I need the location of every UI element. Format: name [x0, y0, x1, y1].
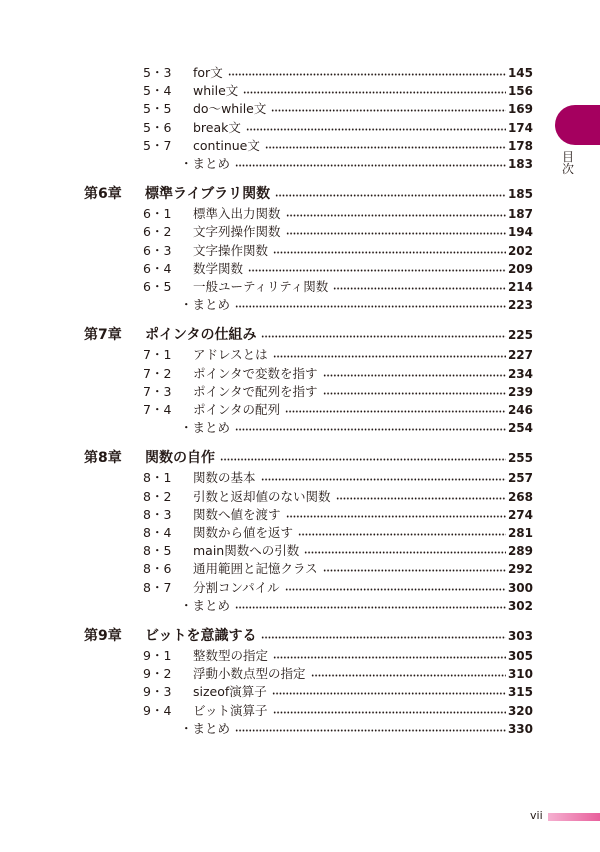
toc-title: 関数から値を返す — [193, 525, 294, 540]
leader-dots — [323, 392, 506, 395]
toc-title: 関数の自作 — [145, 450, 215, 467]
toc-title: continue文 — [193, 137, 260, 153]
toc-section-row — [0, 119, 600, 137]
toc-number: 5・3 — [143, 65, 172, 80]
toc-title: main関数への引数 — [193, 543, 300, 559]
toc-title: ・まとめ — [180, 297, 231, 313]
toc-section-row — [0, 665, 600, 683]
toc-title: break文 — [193, 119, 241, 135]
toc-title: 分割コンパイル — [193, 579, 280, 595]
leader-dots — [286, 515, 506, 518]
toc-page-number: 145 — [507, 66, 533, 80]
toc-page-number: 178 — [507, 138, 533, 153]
toc-number: 9・3 — [143, 684, 172, 700]
toc-number: 5・4 — [143, 83, 172, 99]
toc-page-number: 310 — [507, 667, 533, 682]
toc-chapter-row — [0, 449, 600, 467]
toc-page-number: 223 — [507, 298, 533, 313]
toc-number: 第9章 — [84, 628, 122, 644]
toc-title: 標準入出力関数 — [193, 206, 281, 222]
toc-section-row — [0, 683, 600, 701]
toc-number: 7・2 — [143, 365, 172, 381]
toc-title: アドレスとは — [193, 347, 268, 363]
toc-summary-row — [0, 597, 600, 615]
leader-dots — [261, 478, 506, 481]
toc-page-number: 214 — [507, 280, 533, 294]
toc-number: 6・1 — [143, 206, 172, 222]
toc-page-number: 156 — [507, 84, 533, 99]
toc-section-row — [0, 383, 600, 401]
toc-number: 8・5 — [143, 543, 172, 559]
toc-page-number: 300 — [507, 580, 533, 595]
toc-section-row — [0, 260, 600, 278]
toc-section-row — [0, 242, 600, 260]
toc-number: 6・3 — [143, 242, 172, 258]
toc-number: 第7章 — [84, 327, 122, 344]
toc-title: 標準ライブラリ関数 — [145, 186, 271, 203]
toc-section-row — [0, 647, 600, 665]
toc-title: ポインタの配列 — [193, 402, 281, 417]
leader-dots — [261, 335, 506, 338]
leader-dots — [273, 656, 506, 659]
leader-dots — [275, 194, 506, 197]
toc-chapter-row — [0, 326, 600, 344]
toc-title: do～while文 — [193, 101, 267, 117]
toc-title: ポインタで配列を指す — [193, 383, 318, 399]
toc-section-row — [0, 702, 600, 720]
toc-number: 5・7 — [143, 137, 172, 153]
side-label-mokuji-2: 次 — [562, 162, 575, 176]
toc-section-row — [0, 346, 600, 364]
leader-dots — [298, 533, 506, 536]
toc-page-number: 187 — [507, 207, 533, 222]
toc-section-row — [0, 64, 600, 82]
toc-number: 9・2 — [143, 666, 172, 682]
toc-page-number: 257 — [507, 471, 533, 486]
toc-page-number: 254 — [507, 421, 533, 436]
leader-dots — [235, 305, 506, 308]
toc-number: 8・3 — [143, 506, 172, 522]
leader-dots — [285, 588, 506, 591]
chapter-side-tab — [555, 105, 600, 145]
leader-dots — [243, 91, 506, 94]
toc-summary-row — [0, 296, 600, 314]
toc-section-row — [0, 469, 600, 487]
toc-chapter-row — [0, 185, 600, 203]
toc-number: 8・6 — [143, 561, 172, 577]
toc-page-number: 225 — [507, 328, 533, 343]
toc-number: 6・4 — [143, 260, 172, 276]
toc-section-row — [0, 223, 600, 241]
toc-chapter-row — [0, 627, 600, 645]
leader-dots — [311, 674, 506, 677]
toc-title: ビット演算子 — [193, 702, 268, 718]
toc-title: 一般ユーティリティ関数 — [193, 279, 329, 294]
leader-dots — [235, 164, 506, 167]
toc-title: ポインタで変数を指す — [193, 365, 318, 381]
toc-page-number: 320 — [507, 703, 533, 718]
page-number: vii — [530, 809, 543, 822]
leader-dots — [286, 214, 506, 217]
side-label-mokuji-1: 目 — [562, 150, 575, 164]
toc-page-number: 202 — [507, 243, 533, 258]
toc-number: 8・4 — [143, 525, 172, 540]
toc-number: 9・4 — [143, 702, 172, 718]
toc-section-row — [0, 506, 600, 524]
toc-section-row — [0, 579, 600, 597]
toc-page-number: 289 — [507, 544, 533, 559]
toc-section-row — [0, 137, 600, 155]
toc-page-number: 302 — [507, 598, 533, 613]
toc-section-row — [0, 365, 600, 383]
toc-section-row — [0, 560, 600, 578]
leader-dots — [246, 128, 506, 131]
leader-dots — [235, 606, 506, 609]
leader-dots — [273, 711, 506, 714]
leader-dots — [336, 497, 506, 500]
toc-summary-row — [0, 155, 600, 173]
toc-section-row — [0, 205, 600, 223]
toc-summary-row — [0, 419, 600, 437]
toc-page-number: 246 — [507, 403, 533, 417]
toc-title: 通用範囲と記憶クラス — [193, 561, 318, 577]
toc-page-number: 209 — [507, 261, 533, 276]
toc-page-number: 185 — [507, 187, 533, 202]
leader-dots — [323, 374, 506, 377]
toc-number: 第6章 — [84, 186, 122, 203]
toc-page-number: 255 — [507, 451, 533, 466]
toc-page-number: 234 — [507, 366, 533, 381]
toc-page-number: 305 — [507, 649, 533, 663]
toc-title: ビットを意識する — [145, 628, 257, 644]
leader-dots — [265, 146, 506, 149]
toc-title: for文 — [193, 65, 223, 80]
toc-title: 浮動小数点型の指定 — [193, 666, 306, 682]
leader-dots — [228, 73, 506, 76]
toc-page-number: 268 — [507, 489, 533, 504]
leader-dots — [235, 729, 506, 732]
toc-number: 8・2 — [143, 488, 172, 504]
leader-dots — [248, 269, 506, 272]
toc-page-number: 194 — [507, 225, 533, 240]
toc-title: ・まとめ — [180, 156, 231, 171]
toc-page-number: 227 — [507, 348, 533, 363]
folio-decoration-bar — [548, 813, 600, 821]
toc-title: 整数型の指定 — [193, 648, 269, 663]
toc-section-row — [0, 488, 600, 506]
leader-dots — [220, 458, 506, 461]
toc-number: 第8章 — [84, 450, 122, 467]
toc-title: sizeof演算子 — [193, 684, 267, 700]
toc-page-number: 315 — [507, 685, 533, 700]
leader-dots — [333, 287, 506, 290]
leader-dots — [272, 692, 506, 695]
toc-title: 文字操作関数 — [193, 242, 269, 258]
toc-title: ポインタの仕組み — [145, 327, 257, 344]
toc-title: 数学関数 — [193, 260, 244, 276]
toc-page-number: 292 — [507, 562, 533, 577]
toc-number: 8・1 — [143, 470, 172, 486]
toc-page-number: 174 — [507, 120, 533, 135]
leader-dots — [285, 410, 506, 413]
toc-section-row — [0, 100, 600, 118]
leader-dots — [323, 569, 506, 572]
toc-page-number: 330 — [507, 721, 533, 736]
toc-section-row — [0, 542, 600, 560]
leader-dots — [273, 251, 506, 254]
toc-number: 9・1 — [143, 648, 172, 663]
toc-title: 関数の基本 — [193, 470, 256, 486]
toc-section-row — [0, 401, 600, 419]
toc-title: ・まとめ — [180, 720, 231, 736]
toc-title: 文字列操作関数 — [193, 224, 281, 240]
toc-title: 引数と返却値のない関数 — [193, 488, 331, 504]
toc-page-number: 183 — [507, 157, 533, 171]
toc-title: 関数へ値を渡す — [193, 506, 281, 522]
toc-summary-row — [0, 720, 600, 738]
toc-section-row — [0, 278, 600, 296]
toc-number: 7・3 — [143, 383, 172, 399]
toc-page-number: 281 — [507, 526, 533, 540]
toc-number: 7・4 — [143, 402, 172, 417]
leader-dots — [304, 551, 506, 554]
toc-section-row — [0, 82, 600, 100]
toc-page-number: 303 — [507, 629, 533, 643]
toc-page-number: 239 — [507, 384, 533, 399]
toc-title: while文 — [193, 83, 239, 99]
leader-dots — [235, 428, 506, 431]
toc-page-number: 169 — [507, 102, 533, 117]
leader-dots — [273, 355, 506, 358]
toc-number: 5・6 — [143, 119, 172, 135]
toc-page-number: 274 — [507, 507, 533, 522]
leader-dots — [271, 109, 506, 112]
toc-number: 6・2 — [143, 224, 172, 240]
toc-number: 5・5 — [143, 101, 172, 117]
toc-title: ・まとめ — [180, 420, 231, 436]
toc-number: 6・5 — [143, 279, 172, 294]
leader-dots — [261, 636, 506, 639]
toc-section-row — [0, 524, 600, 542]
leader-dots — [286, 232, 506, 235]
toc-number: 8・7 — [143, 579, 172, 595]
toc-number: 7・1 — [143, 347, 172, 363]
toc-title: ・まとめ — [180, 597, 231, 613]
